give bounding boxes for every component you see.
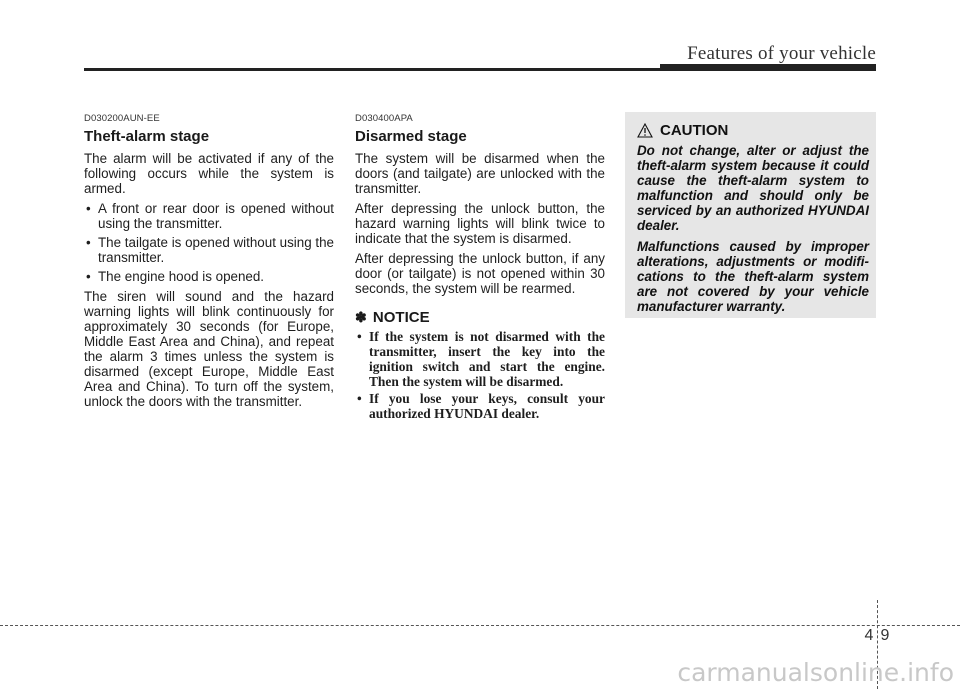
watermark: carmanualsonline.info <box>677 658 954 687</box>
notice-item: • If the system is not disarmed with the transmitter, insert the key into the ignition switch and start the engine. Then the system will be disarmed. <box>355 329 605 389</box>
body-paragraph: After depressing the unlock button, if any door (or tailgate) is not opened within 30 seconds, the system will be rearmed. <box>355 251 605 296</box>
header-tab-bar <box>660 64 876 71</box>
header-rule <box>84 68 660 71</box>
left-column <box>84 111 334 414</box>
section-code: D030400APA <box>355 113 413 124</box>
footer-divider <box>0 625 960 626</box>
trigger-list <box>84 201 334 284</box>
list-item: • The engine hood is opened. <box>84 269 334 284</box>
caution-heading <box>637 122 869 139</box>
section-title: Features of your vehicle <box>687 43 876 64</box>
page-number <box>861 627 893 645</box>
section-heading: Disarmed stage <box>355 128 467 145</box>
notice-list <box>355 329 605 421</box>
section-heading: Theft-alarm stage <box>84 128 210 145</box>
caution-box <box>625 112 876 318</box>
body-paragraph: After depressing the unlock button, the hazard warning lights will blink twice to indicate that the system is disarmed. <box>355 201 605 246</box>
caution-title: CAUTION <box>660 122 729 139</box>
section-code: D030200AUN-EE <box>84 113 160 124</box>
notice-heading <box>355 310 605 325</box>
body-paragraph: The system will be disarmed when the doors (and tailgate) are unlocked with the transmitter. <box>355 151 605 196</box>
caution-paragraph: Do not change, alter or adjust the theft-alarm system because it could cause the theft-alarm system to malfunction and should only be serviced by an authorized HYUNDAI dealer. <box>637 143 869 233</box>
notice-item: • If you lose your keys, consult your authorized HYUNDAI dealer. <box>355 391 605 421</box>
siren-paragraph: The siren will sound and the hazard warning lights will blink continuously for approximately 30 seconds (for Europe, Middle East Area and China), and repeat the alarm 3 times unless the system is disarmed (except Europe, Middle East Area and China). To turn off the system, unlock the doors with the transmitter. <box>84 289 334 409</box>
middle-column <box>355 111 605 423</box>
notice-star-icon: ✽ <box>355 309 367 325</box>
page-index: 9 <box>880 627 890 644</box>
warning-triangle-icon <box>637 123 653 138</box>
chapter-number: 4 <box>864 627 874 644</box>
caution-paragraph: Malfunctions caused by improper alterations, adjustments or modifi-cations to the theft-alarm system are not covered by your vehicle manufacturer warranty. <box>637 239 869 314</box>
list-item: • A front or rear door is opened without using the transmitter. <box>84 201 334 231</box>
notice-title: NOTICE <box>372 309 430 326</box>
intro-paragraph: The alarm will be activated if any of the following occurs while the system is armed. <box>84 151 334 196</box>
list-item: • The tailgate is opened without using the transmitter. <box>84 235 334 265</box>
